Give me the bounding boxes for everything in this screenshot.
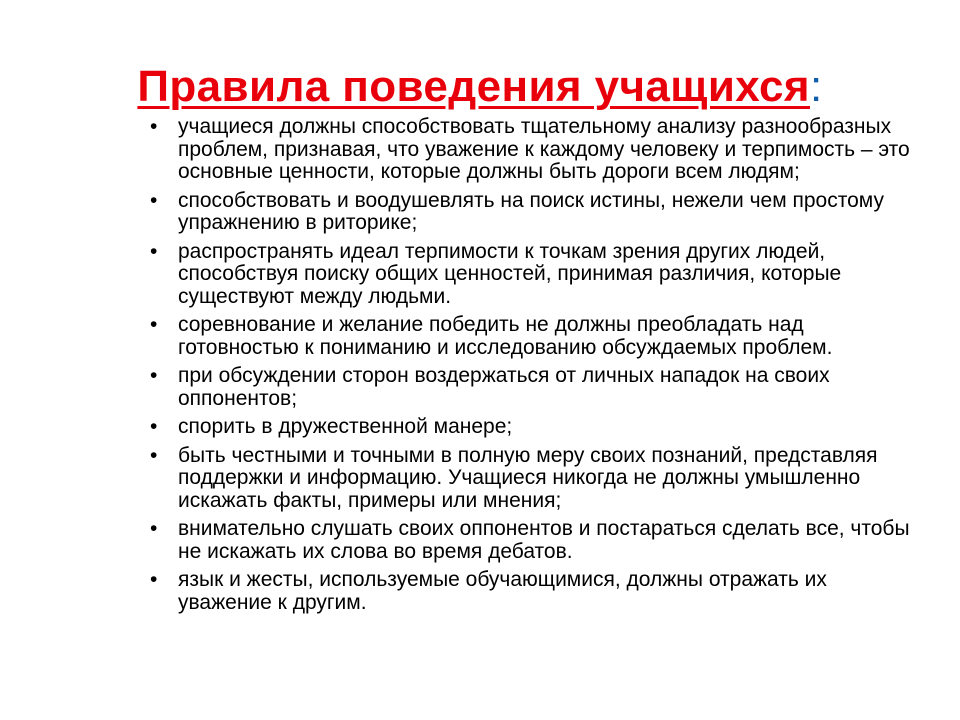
rule-item bbox=[150, 190, 910, 235]
bullet-icon: • bbox=[150, 517, 158, 540]
rule-text: при обсуждении сторон воздержаться от личных нападок на своих оппонентов; bbox=[178, 364, 830, 410]
bullet-icon: • bbox=[150, 443, 158, 467]
rule-item bbox=[150, 116, 910, 184]
rule-item bbox=[150, 314, 910, 359]
rule-text: учащиеся должны способствовать тщательному анализу разнообразных проблем, признавая, что уважение к каждому человеку и терпимость – это основные ценности, которые должны быть дороги всем людям; bbox=[178, 115, 910, 183]
rule-text: язык и жесты, используемые обучающимися, должны отражать их уважение к другим. bbox=[178, 568, 827, 614]
rule-text: быть честными и точными в полную меру своих познаний, представляя поддержки и информацию. Учащиеся никогда не должны умышленно искажать факты, примеры или мнения; bbox=[178, 443, 878, 512]
rule-text: соревнование и желание победить не должны преобладать над готовностью к пониманию и исследованию обсуждаемых проблем. bbox=[178, 313, 833, 359]
title-colon: : bbox=[810, 62, 823, 112]
rule-text: спорить в дружественной манере; bbox=[178, 415, 513, 438]
rule-text: внимательно слушать своих оппонентов и постараться сделать все, чтобы не искажать их слова во время дебатов. bbox=[178, 517, 910, 563]
bullet-icon: • bbox=[150, 364, 158, 387]
bullet-icon: • bbox=[150, 188, 158, 212]
title-text: Правила поведения учащихся bbox=[137, 62, 810, 112]
rule-item bbox=[150, 365, 910, 410]
rule-item bbox=[150, 241, 910, 309]
rules-list bbox=[150, 116, 910, 620]
bullet-icon: • bbox=[150, 115, 158, 138]
bullet-icon: • bbox=[150, 415, 158, 438]
slide-title bbox=[0, 61, 960, 113]
bullet-icon: • bbox=[150, 313, 158, 336]
rule-text: способствовать и воодушевлять на поиск истины, нежели чем простому упражнению в риторике; bbox=[178, 188, 884, 234]
rule-text: распространять идеал терпимости к точкам зрения других людей, способствуя поиску общих ценностей, принимая различия, которые существуют между людьми. bbox=[178, 239, 842, 308]
rule-item bbox=[150, 518, 910, 563]
rule-item bbox=[150, 445, 910, 513]
rule-item bbox=[150, 569, 910, 614]
bullet-icon: • bbox=[150, 239, 158, 263]
bullet-icon: • bbox=[150, 568, 158, 591]
rule-item bbox=[150, 416, 910, 439]
